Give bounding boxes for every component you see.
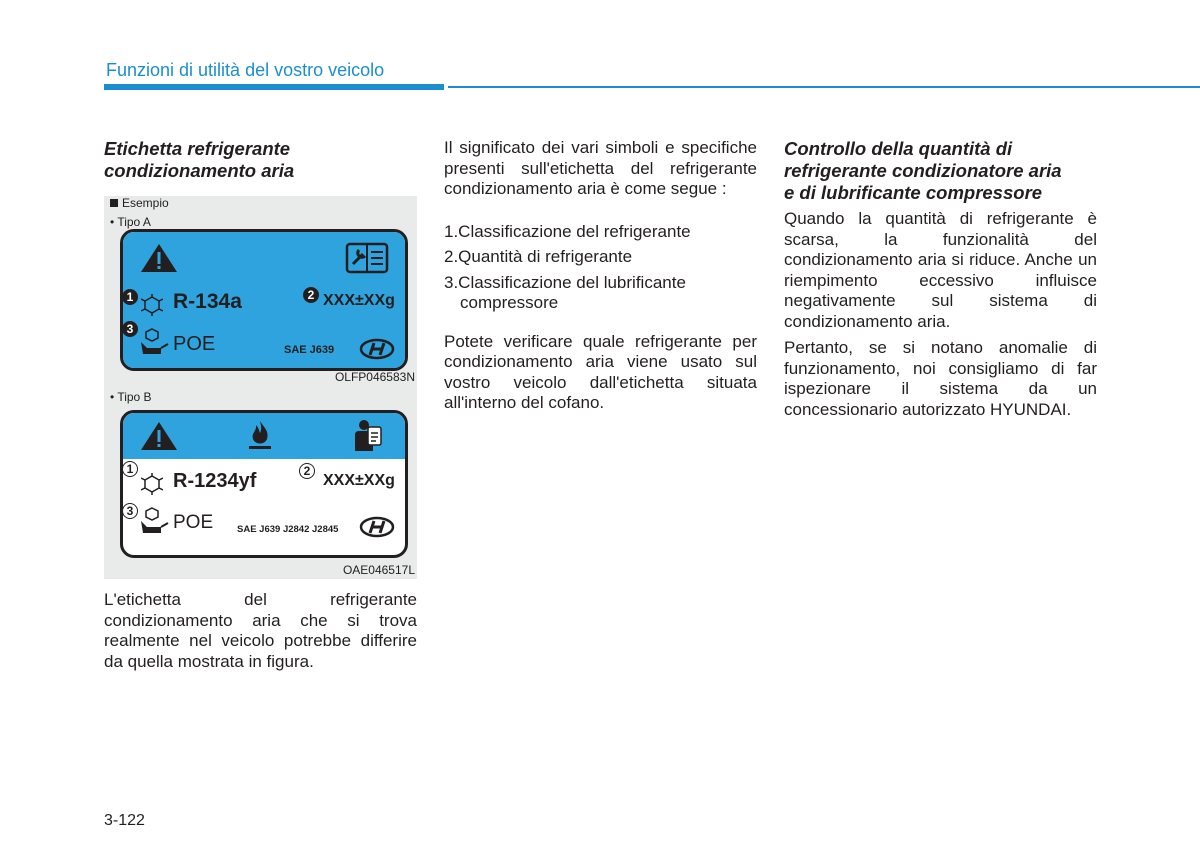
callout-number-1: 1 bbox=[122, 461, 138, 477]
column-left bbox=[104, 138, 417, 182]
sae-standard: SAE J639 bbox=[284, 344, 335, 356]
section-title-line: refrigerante condizionatore aria bbox=[784, 160, 1062, 181]
figure-code-b: OAE046517L bbox=[342, 563, 415, 577]
refrigerant-type: R-1234yf bbox=[173, 470, 257, 492]
column-middle bbox=[444, 138, 757, 414]
warning-triangle-icon bbox=[139, 242, 179, 274]
refrigerant-label-figure bbox=[104, 196, 417, 579]
hyundai-logo bbox=[359, 338, 395, 360]
check-paragraph-1: Quando la quantità di refrigerante è scarsa, la funzionalità del condizionamento aria si riduce. Anche un riempimento eccessivo influisce negativamente sul sistema di condizionamento aria. bbox=[784, 209, 1097, 331]
list-item bbox=[444, 222, 757, 243]
refrigerant-quantity: XXX±XXg bbox=[323, 292, 395, 309]
flammable-icon bbox=[247, 419, 273, 451]
type-a-caption: • Tipo A bbox=[110, 215, 151, 229]
page-number: 3-122 bbox=[104, 812, 145, 829]
header-rule-thick bbox=[104, 84, 444, 90]
figure-note: L'etichetta del refrigerante condizionamento aria che si trova realmente nel veicolo potrebbe differire da quella mostrata in figura. bbox=[104, 590, 417, 671]
callout-number-3: 3 bbox=[122, 321, 138, 337]
figure-note-block bbox=[104, 590, 417, 672]
list-item-text: 3.Classificazione del lubrificante bbox=[444, 272, 686, 292]
outro-paragraph: Potete verificare quale refrigerante per condizionamento aria viene usato sul vostro veicolo dall'etichetta situata all'interno del cofano. bbox=[444, 331, 757, 412]
certified-technician-icon bbox=[353, 419, 383, 453]
label-type-a bbox=[120, 229, 408, 371]
lubricant-oil-can-icon bbox=[139, 507, 169, 535]
list-item-text: 1.Classificazione del refrigerante bbox=[444, 221, 691, 241]
label-legend-list bbox=[444, 222, 757, 314]
square-bullet-icon bbox=[110, 199, 118, 207]
warning-triangle-icon bbox=[139, 420, 179, 452]
sae-standard: SAE J639 J2842 J2845 bbox=[237, 524, 339, 535]
hyundai-logo bbox=[359, 516, 395, 538]
figure-code-a: OLFP046583N bbox=[334, 370, 415, 384]
list-item-text: 2.Quantità di refrigerante bbox=[444, 247, 633, 266]
refrigerant-quantity: XXX±XXg bbox=[323, 472, 395, 489]
check-paragraph-2: Pertanto, se si notano anomalie di funzionamento, noi consigliamo di far ispezionare il sistema da un concessionario autorizzato HYUNDAI. bbox=[784, 338, 1097, 419]
callout-number-2: 2 bbox=[299, 463, 315, 479]
callout-number-2: 2 bbox=[303, 287, 319, 303]
section-title-check bbox=[784, 138, 1097, 204]
list-item bbox=[444, 273, 757, 314]
running-header: Funzioni di utilità del vostro veicolo bbox=[106, 60, 385, 80]
column-right bbox=[784, 138, 1097, 420]
header-rule-thin bbox=[448, 86, 1200, 88]
lubricant-type: POE bbox=[173, 333, 216, 355]
section-title-line: Controllo della quantità di bbox=[784, 138, 1013, 159]
refrigerant-snowflake-icon bbox=[141, 294, 163, 316]
service-manual-icon bbox=[345, 240, 389, 274]
example-text: Esempio bbox=[122, 196, 169, 210]
section-title-line: condizionamento aria bbox=[104, 160, 295, 181]
list-item-continuation: compressore bbox=[460, 293, 559, 312]
type-b-caption: • Tipo B bbox=[110, 390, 152, 404]
callout-number-3: 3 bbox=[122, 503, 138, 519]
label-type-b bbox=[120, 410, 408, 558]
lubricant-oil-can-icon bbox=[139, 328, 169, 356]
callout-number-1: 1 bbox=[122, 289, 138, 305]
refrigerant-type: R-134a bbox=[173, 290, 242, 313]
section-title-line: e di lubrificante compressore bbox=[784, 182, 1043, 203]
refrigerant-snowflake-icon bbox=[141, 473, 163, 495]
section-title-label bbox=[104, 138, 417, 182]
intro-paragraph: Il significato dei vari simboli e specifiche presenti sull'etichetta del refrigerante condizionamento aria è come segue : bbox=[444, 138, 757, 198]
section-title-line: Etichetta refrigerante bbox=[104, 138, 291, 159]
figure-example-caption bbox=[110, 196, 169, 210]
lubricant-type: POE bbox=[173, 512, 214, 533]
list-item bbox=[444, 247, 757, 268]
